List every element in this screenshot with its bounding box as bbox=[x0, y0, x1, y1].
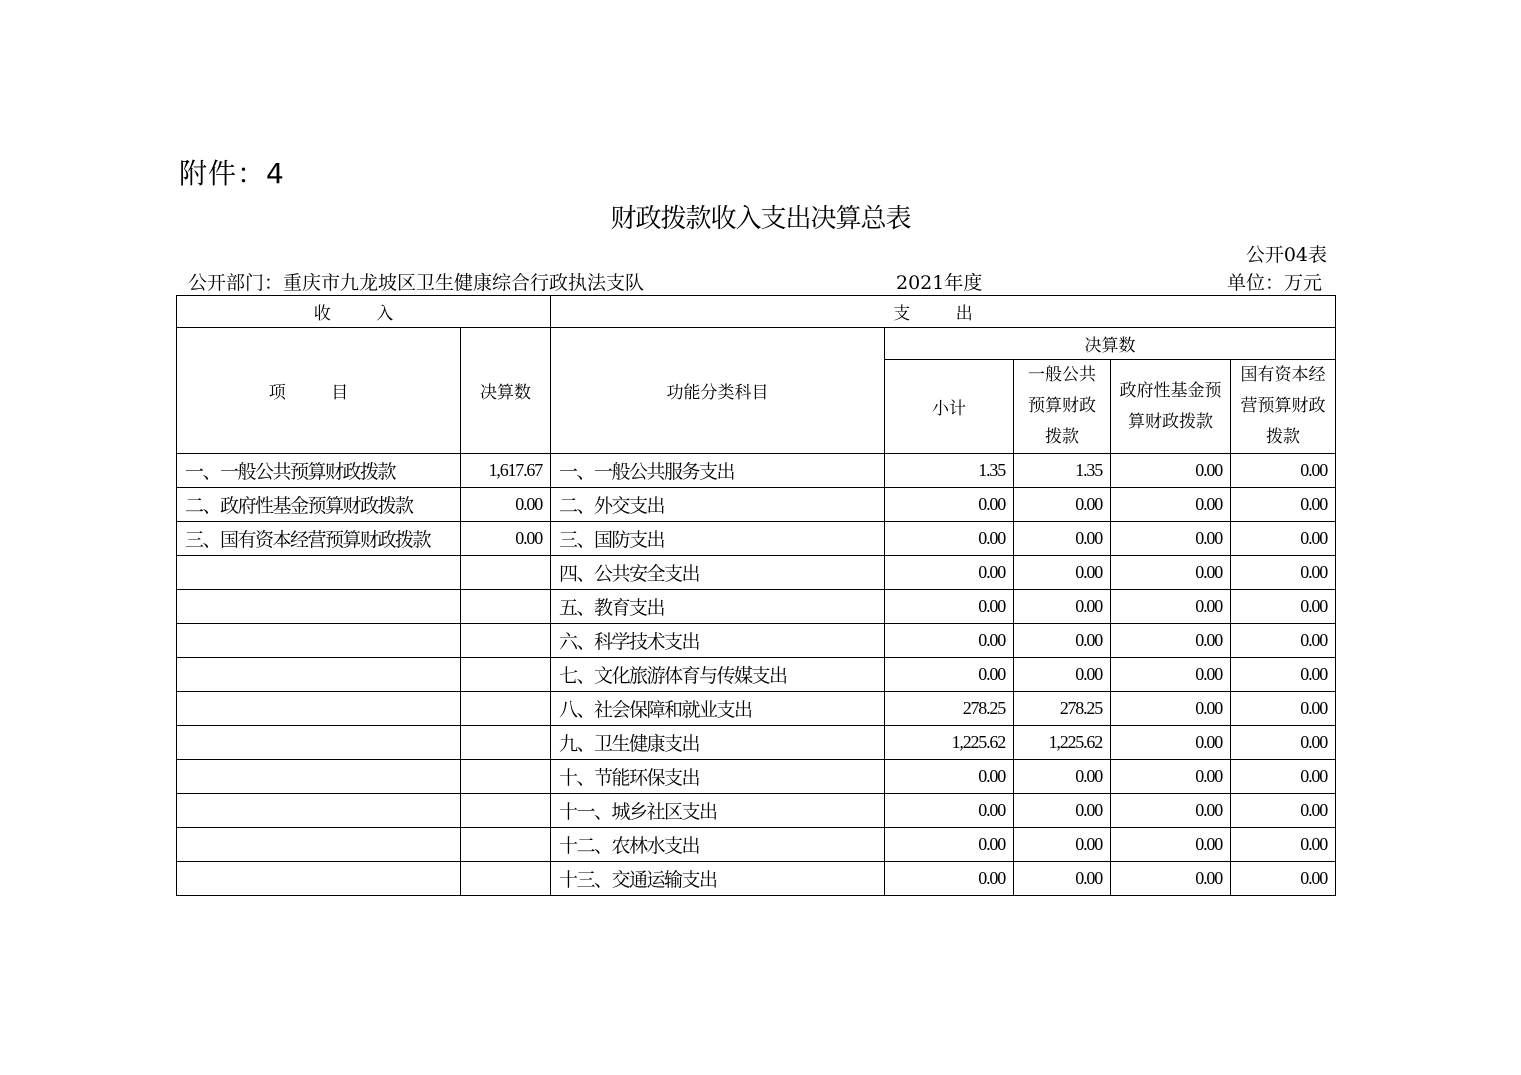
income-amount-cell bbox=[461, 692, 551, 726]
subtotal-cell: 0.00 bbox=[885, 862, 1014, 896]
income-amount-cell bbox=[461, 726, 551, 760]
table-row bbox=[177, 794, 1336, 828]
general-budget-cell: 0.00 bbox=[1014, 556, 1111, 590]
category-cell: 八、社会保障和就业支出 bbox=[551, 692, 885, 726]
income-item-cell bbox=[177, 760, 461, 794]
header-item: 项 目 bbox=[177, 328, 461, 454]
income-amount-cell bbox=[461, 624, 551, 658]
table-row bbox=[177, 590, 1336, 624]
state-capital-cell: 0.00 bbox=[1231, 590, 1336, 624]
income-item-cell: 三、国有资本经营预算财政拨款 bbox=[177, 522, 461, 556]
income-item-cell bbox=[177, 658, 461, 692]
general-budget-cell: 0.00 bbox=[1014, 828, 1111, 862]
income-amount-cell bbox=[461, 658, 551, 692]
gov-fund-cell: 0.00 bbox=[1111, 522, 1231, 556]
subtotal-cell: 0.00 bbox=[885, 760, 1014, 794]
gov-fund-cell: 0.00 bbox=[1111, 760, 1231, 794]
income-item-cell: 二、政府性基金预算财政拨款 bbox=[177, 488, 461, 522]
income-amount-cell bbox=[461, 556, 551, 590]
table-row bbox=[177, 454, 1336, 488]
subtotal-cell: 0.00 bbox=[885, 488, 1014, 522]
income-item-cell bbox=[177, 794, 461, 828]
form-code: 公开04表 bbox=[1245, 244, 1327, 266]
gov-fund-cell: 0.00 bbox=[1111, 624, 1231, 658]
general-budget-cell: 0.00 bbox=[1014, 590, 1111, 624]
header-subtotal: 小计 bbox=[885, 360, 1014, 454]
year-label: 2021年度 bbox=[896, 272, 983, 294]
header-state-capital: 国有资本经营预算财政拨款 bbox=[1231, 360, 1336, 454]
category-cell: 七、文化旅游体育与传媒支出 bbox=[551, 658, 885, 692]
table-row bbox=[177, 828, 1336, 862]
general-budget-cell: 0.00 bbox=[1014, 794, 1111, 828]
table-row bbox=[177, 488, 1336, 522]
table-row bbox=[177, 760, 1336, 794]
state-capital-cell: 0.00 bbox=[1231, 488, 1336, 522]
state-capital-cell: 0.00 bbox=[1231, 454, 1336, 488]
general-budget-cell: 0.00 bbox=[1014, 624, 1111, 658]
category-cell: 六、科学技术支出 bbox=[551, 624, 885, 658]
table-row bbox=[177, 522, 1336, 556]
gov-fund-cell: 0.00 bbox=[1111, 488, 1231, 522]
state-capital-cell: 0.00 bbox=[1231, 760, 1336, 794]
income-amount-cell bbox=[461, 828, 551, 862]
income-amount-cell: 1,617.67 bbox=[461, 454, 551, 488]
subtotal-cell: 278.25 bbox=[885, 692, 1014, 726]
category-cell: 一、一般公共服务支出 bbox=[551, 454, 885, 488]
unit-label: 单位：万元 bbox=[1226, 272, 1322, 294]
category-cell: 二、外交支出 bbox=[551, 488, 885, 522]
subtotal-cell: 0.00 bbox=[885, 658, 1014, 692]
gov-fund-cell: 0.00 bbox=[1111, 862, 1231, 896]
subtotal-cell: 0.00 bbox=[885, 590, 1014, 624]
state-capital-cell: 0.00 bbox=[1231, 862, 1336, 896]
income-amount-cell bbox=[461, 760, 551, 794]
header-amount: 决算数 bbox=[461, 328, 551, 454]
header-income: 收 入 bbox=[177, 296, 551, 328]
income-item-cell bbox=[177, 556, 461, 590]
gov-fund-cell: 0.00 bbox=[1111, 454, 1231, 488]
income-amount-cell: 0.00 bbox=[461, 488, 551, 522]
gov-fund-cell: 0.00 bbox=[1111, 590, 1231, 624]
category-cell: 十一、城乡社区支出 bbox=[551, 794, 885, 828]
attachment-label: 附件：4 bbox=[179, 157, 285, 190]
category-cell: 九、卫生健康支出 bbox=[551, 726, 885, 760]
general-budget-cell: 0.00 bbox=[1014, 862, 1111, 896]
income-item-cell bbox=[177, 726, 461, 760]
income-item-cell bbox=[177, 624, 461, 658]
gov-fund-cell: 0.00 bbox=[1111, 726, 1231, 760]
table-row bbox=[177, 692, 1336, 726]
page-title: 财政拨款收入支出决算总表 bbox=[610, 204, 911, 234]
header-func-category: 功能分类科目 bbox=[551, 328, 885, 454]
subtotal-cell: 1,225.62 bbox=[885, 726, 1014, 760]
table-body bbox=[177, 454, 1336, 896]
state-capital-cell: 0.00 bbox=[1231, 726, 1336, 760]
header-gov-fund: 政府性基金预算财政拨款 bbox=[1111, 360, 1231, 454]
department-label: 公开部门：重庆市九龙坡区卫生健康综合行政执法支队 bbox=[188, 272, 645, 294]
gov-fund-cell: 0.00 bbox=[1111, 692, 1231, 726]
income-amount-cell bbox=[461, 862, 551, 896]
table-row bbox=[177, 624, 1336, 658]
category-cell: 十二、农林水支出 bbox=[551, 828, 885, 862]
subtotal-cell: 0.00 bbox=[885, 556, 1014, 590]
state-capital-cell: 0.00 bbox=[1231, 556, 1336, 590]
general-budget-cell: 1.35 bbox=[1014, 454, 1111, 488]
income-item-cell bbox=[177, 692, 461, 726]
state-capital-cell: 0.00 bbox=[1231, 522, 1336, 556]
table-row bbox=[177, 658, 1336, 692]
header-expense: 支 出 bbox=[551, 296, 1336, 328]
income-item-cell bbox=[177, 590, 461, 624]
category-cell: 五、教育支出 bbox=[551, 590, 885, 624]
category-cell: 十三、交通运输支出 bbox=[551, 862, 885, 896]
general-budget-cell: 0.00 bbox=[1014, 522, 1111, 556]
general-budget-cell: 278.25 bbox=[1014, 692, 1111, 726]
general-budget-cell: 1,225.62 bbox=[1014, 726, 1111, 760]
category-cell: 十、节能环保支出 bbox=[551, 760, 885, 794]
state-capital-cell: 0.00 bbox=[1231, 794, 1336, 828]
subtotal-cell: 0.00 bbox=[885, 828, 1014, 862]
table-row bbox=[177, 726, 1336, 760]
subtotal-cell: 0.00 bbox=[885, 794, 1014, 828]
gov-fund-cell: 0.00 bbox=[1111, 658, 1231, 692]
gov-fund-cell: 0.00 bbox=[1111, 794, 1231, 828]
fiscal-table bbox=[176, 295, 1336, 896]
state-capital-cell: 0.00 bbox=[1231, 692, 1336, 726]
gov-fund-cell: 0.00 bbox=[1111, 556, 1231, 590]
gov-fund-cell: 0.00 bbox=[1111, 828, 1231, 862]
subtotal-cell: 0.00 bbox=[885, 624, 1014, 658]
table-row bbox=[177, 556, 1336, 590]
income-amount-cell bbox=[461, 590, 551, 624]
general-budget-cell: 0.00 bbox=[1014, 658, 1111, 692]
state-capital-cell: 0.00 bbox=[1231, 828, 1336, 862]
state-capital-cell: 0.00 bbox=[1231, 624, 1336, 658]
subtotal-cell: 1.35 bbox=[885, 454, 1014, 488]
category-cell: 四、公共安全支出 bbox=[551, 556, 885, 590]
income-amount-cell bbox=[461, 794, 551, 828]
header-final-amount: 决算数 bbox=[885, 328, 1336, 360]
income-item-cell: 一、一般公共预算财政拨款 bbox=[177, 454, 461, 488]
header-general-budget: 一般公共预算财政拨款 bbox=[1014, 360, 1111, 454]
table-row bbox=[177, 862, 1336, 896]
general-budget-cell: 0.00 bbox=[1014, 488, 1111, 522]
subtotal-cell: 0.00 bbox=[885, 522, 1014, 556]
general-budget-cell: 0.00 bbox=[1014, 760, 1111, 794]
state-capital-cell: 0.00 bbox=[1231, 658, 1336, 692]
income-item-cell bbox=[177, 862, 461, 896]
income-amount-cell: 0.00 bbox=[461, 522, 551, 556]
income-item-cell bbox=[177, 828, 461, 862]
category-cell: 三、国防支出 bbox=[551, 522, 885, 556]
